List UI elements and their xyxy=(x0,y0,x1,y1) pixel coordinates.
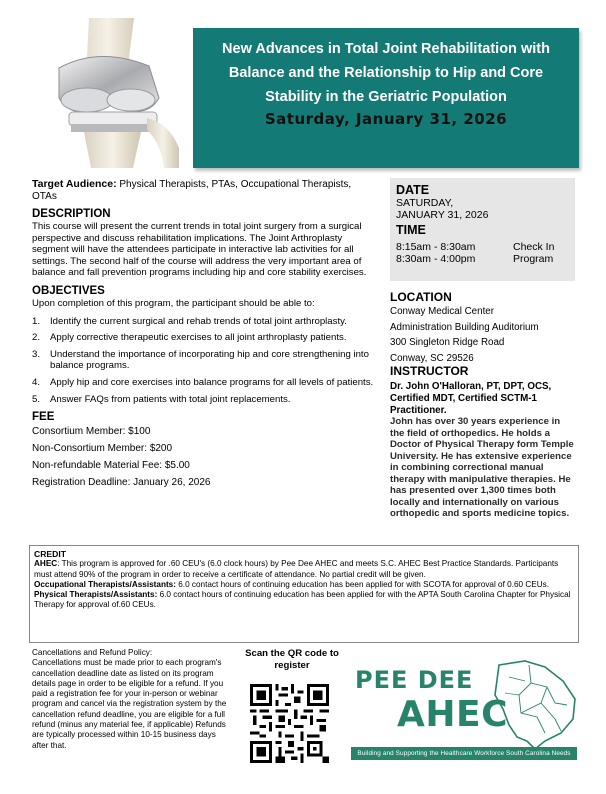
credit-ot: Occupational Therapists/Assistants: 6.0 contact hours of continuing education has been applied for with SCOTA for approval of 0.60 CEUs. xyxy=(34,579,550,589)
cancellation-text: Cancellations must be made prior to each program's cancellation deadline date as listed on its program details page in order to be eligible for a refund. If you paid a registration fee for your in-person or webinar program and cancel via the registration system by the cancellation refund deadline, you are eligible for a full refund (minus any material fee, if applicable) Refunds are typically processed within 10-15 business days after that. xyxy=(32,658,227,750)
objective-item: 4. Apply hip and core exercises into balance programs for all levels of patients. xyxy=(32,376,374,388)
title-banner xyxy=(193,28,579,168)
objectives-intro: Upon completion of this program, the participant should be able to: xyxy=(32,297,315,309)
logo-tagline: Building and Supporting the Healthcare Workforce South Carolina Needs xyxy=(351,747,577,760)
credit-ahec: AHEC: This program is approved for .60 CEU's (6.0 clock hours) by Pee Dee AHEC and meets S.C. AHEC Best Practice Standards. Participants must attend 90% of the program in order to receive a certificate of attendance. No partial credit will be given. xyxy=(34,559,559,579)
description-text: This course will present the current trends in total joint surgery from a surgical perspective and discuss rehabilitation implications. The Joint Arthroplasty segment will have the attendees participate in interactive lab activities for all settings. The second half of the course will address the very important area of balance and fall prevention programs including hip and core stability exercises. xyxy=(32,221,367,279)
logo-text-ahec: AHEC xyxy=(397,694,509,735)
time-row-checkin: 8:15am - 8:30am Check In xyxy=(396,240,555,253)
target-audience xyxy=(32,178,374,203)
registration-deadline: Registration Deadline: January 26, 2026 xyxy=(32,477,211,489)
date-full: JANUARY 31, 2026 xyxy=(396,209,489,222)
fee-heading: FEE xyxy=(32,411,55,424)
time-heading: TIME xyxy=(396,222,426,237)
credit-pt: Physical Therapists/Assistants: 6.0 contact hours of continuing education has been applied for with the APTA South Carolina Chapter for Physical Therapy for approval of.60 CEUs. xyxy=(34,590,571,610)
objective-item: 1. Identify the current surgical and rehab trends of total joint arthroplasty. xyxy=(32,315,347,327)
target-audience-text: Physical Therapists, PTAs, Occupational Therapists, OTAs xyxy=(32,179,352,202)
course-date: Saturday, January 31, 2026 xyxy=(264,110,508,128)
time-row-program: 8:30am - 4:00pm Program xyxy=(396,253,554,266)
instructor-bio: John has over 30 years experience in the field of orthopedics. He holds a Doctor of Physical Therapy form Temple University. He has extensive experience in combining correctional manual therapy with manipulative therapies. He has presented over 1,300 times both locally and internationally on various orthopedic and sports medicine topics. xyxy=(390,416,574,520)
objectives-list xyxy=(32,316,374,406)
date-heading: DATE xyxy=(396,183,430,197)
credit-box xyxy=(29,545,579,643)
instructor-heading: INSTRUCTOR xyxy=(390,364,469,379)
location-line: Conway Medical Center xyxy=(390,306,495,317)
logo-text-pee-dee: PEE DEE xyxy=(355,666,474,694)
registration-qr-code[interactable] xyxy=(250,684,329,763)
left-column xyxy=(32,178,374,489)
objectives-heading: OBJECTIVES xyxy=(32,284,105,297)
location-heading: LOCATION xyxy=(390,290,452,304)
cancellation-policy xyxy=(32,648,232,751)
fee-material: Non-refundable Material Fee: $5.00 xyxy=(32,460,190,472)
right-column xyxy=(390,291,576,520)
course-title: New Advances in Total Joint Rehabilitation with Balance and the Relationship to Hip and Core Stability in the Geriatric Population xyxy=(222,41,550,105)
credit-heading: CREDIT xyxy=(34,549,66,559)
qr-label: Scan the QR code to register xyxy=(245,648,339,671)
location-line: Administration Building Auditorium xyxy=(390,321,539,333)
instructor-name: Dr. John O'Halloran, PT, DPT, OCS, Certified MDT, Certified SCTM-1 Practitioner. xyxy=(390,381,552,416)
objective-item: 2. Apply corrective therapeutic exercises to all joint arthroplasty patients. xyxy=(32,332,347,344)
objective-item: 5. Answer FAQs from patients with total joint replacements. xyxy=(32,393,291,405)
fee-non-consortium: Non-Consortium Member: $200 xyxy=(32,443,173,455)
fee-consortium: Consortium Member: $100 xyxy=(32,426,151,438)
description-heading: DESCRIPTION xyxy=(32,208,111,220)
objective-item: 3. Understand the importance of incorporating hip and core strengthening into balance programs. xyxy=(32,348,369,372)
knee-implant-image xyxy=(29,18,193,168)
location-line: 300 Singleton Ridge Road xyxy=(390,337,505,349)
target-audience-label: Target Audience: xyxy=(32,178,117,190)
date-day: SATURDAY, xyxy=(396,197,454,209)
date-time-box xyxy=(390,178,575,281)
location-line: Conway, SC 29526 xyxy=(390,352,474,364)
cancellation-heading: Cancellations and Refund Policy: xyxy=(32,648,153,657)
